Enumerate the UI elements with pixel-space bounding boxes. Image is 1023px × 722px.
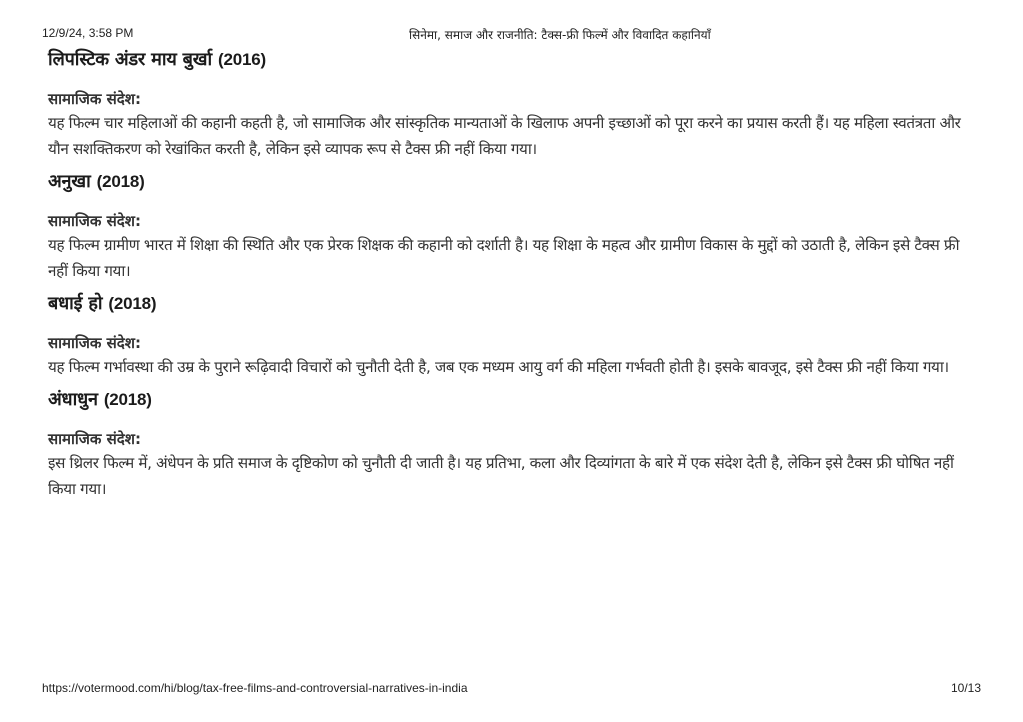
film-heading xyxy=(48,290,983,318)
film-year: (2018) xyxy=(108,294,157,313)
film-name: अंधाधुन xyxy=(48,389,98,410)
film-heading xyxy=(48,386,983,414)
social-message-label: सामाजिक संदेश: xyxy=(48,212,141,230)
film-name: अनुखा xyxy=(48,171,91,192)
film-description: यह फिल्म गर्भावस्था की उम्र के पुराने रूढ़िवादी विचारों को चुनौती देती है, जब एक मध्यम आयु वर्ग की महिला गर्भवती होती है। इसके बावजूद, इसे टैक्स फ्री नहीं किया गया। xyxy=(48,358,949,376)
film-description: यह फिल्म चार महिलाओं की कहानी कहती है, जो सामाजिक और सांस्कृतिक मान्यताओं के खिलाफ अपनी इच्छाओं को पूरा करने का प्रयास करती हैं। यह महिला स्वतंत्रता और यौन सशक्तिकरण को रेखांकित करती है, लेकिन इसे व्यापक रूप से टैक्स फ्री नहीं किया गया। xyxy=(48,114,961,158)
print-header xyxy=(42,26,981,44)
social-message-label: सामाजिक संदेश: xyxy=(48,90,141,108)
film-section xyxy=(48,290,983,380)
print-footer xyxy=(42,681,981,697)
page-url[interactable]: https://votermood.com/hi/blog/tax-free-films-and-controversial-narratives-in-india xyxy=(42,681,468,695)
film-section xyxy=(48,168,983,284)
film-heading xyxy=(48,46,983,74)
film-heading xyxy=(48,168,983,196)
film-name: लिपस्टिक अंडर माय बुर्खा xyxy=(48,49,212,70)
film-description: इस थ्रिलर फिल्म में, अंधेपन के प्रति समाज के दृष्टिकोण को चुनौती दी जाती है। यह प्रतिभा, कला और दिव्यांगता के बारे में एक संदेश देती है, लेकिन इसे टैक्स फ्री घोषित नहीं किया गया। xyxy=(48,454,954,498)
film-year: (2018) xyxy=(103,390,152,409)
page-number: 10/13 xyxy=(950,681,981,695)
print-datetime: 12/9/24, 3:58 PM xyxy=(42,26,134,40)
film-section xyxy=(48,46,983,162)
social-message-label: सामाजिक संदेश: xyxy=(48,334,141,352)
article-content xyxy=(48,46,983,502)
film-description: यह फिल्म ग्रामीण भारत में शिक्षा की स्थिति और एक प्रेरक शिक्षक की कहानी को दर्शाती है। यह शिक्षा के महत्व और ग्रामीण विकास के मुद्दों को उठाती है, लेकिन इसे टैक्स फ्री नहीं किया गया। xyxy=(48,236,960,280)
film-year: (2018) xyxy=(96,172,145,191)
social-message-label: सामाजिक संदेश: xyxy=(48,430,141,448)
film-name: बधाई हो xyxy=(48,293,103,314)
film-year: (2016) xyxy=(218,50,266,69)
print-page-title: सिनेमा, समाज और राजनीति: टैक्स-फ्री फिल्में और विवादित कहानियाँ xyxy=(409,28,711,42)
film-section xyxy=(48,386,983,502)
